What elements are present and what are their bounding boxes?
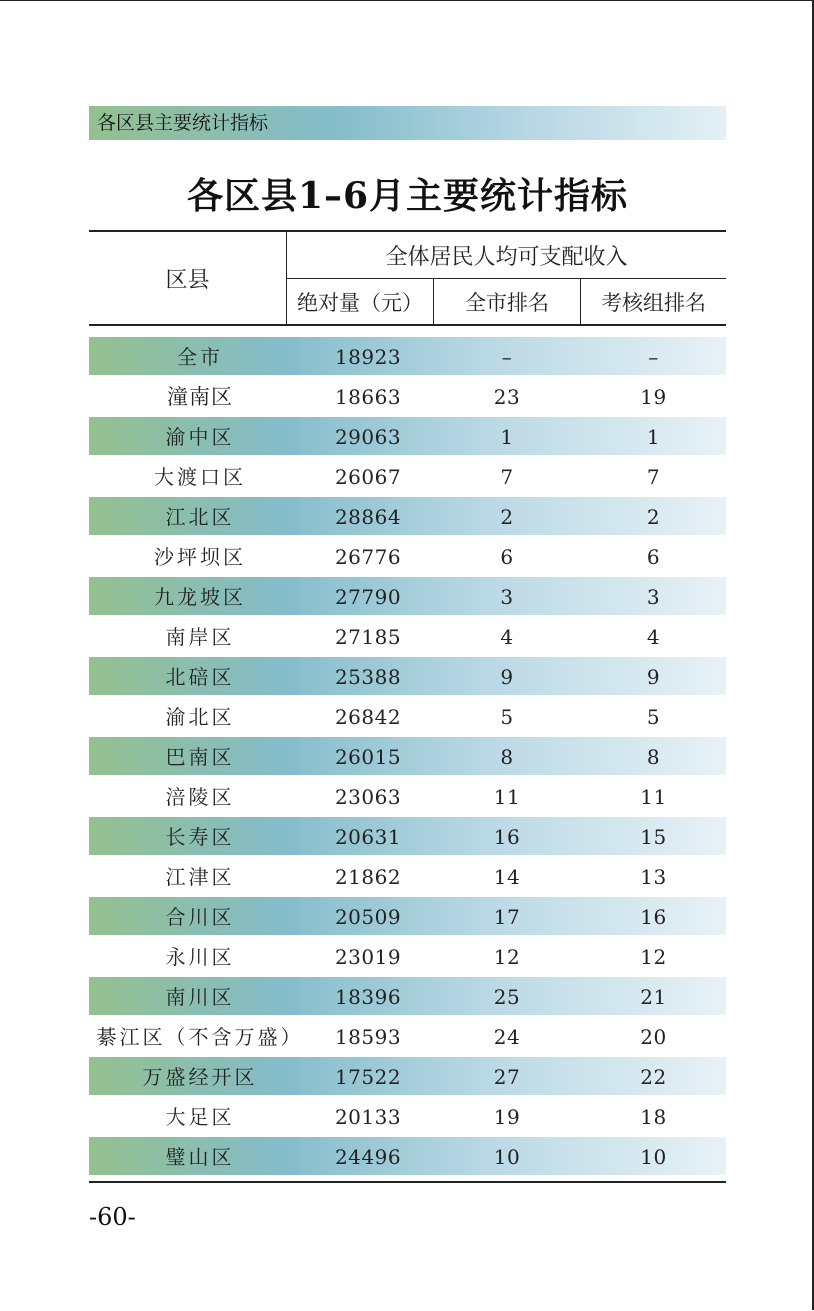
income-value: 26776 <box>334 545 402 569</box>
table-row <box>89 577 726 617</box>
table-row <box>89 737 726 777</box>
income-value: 17522 <box>334 1065 402 1089</box>
group-rank: 16 <box>640 905 667 929</box>
group-rank: 13 <box>640 865 667 889</box>
county-name: 长寿区 <box>165 825 235 849</box>
group-rank: 7 <box>646 465 661 489</box>
county-name: 全市 <box>177 345 223 369</box>
county-name: 永川区 <box>165 945 235 969</box>
city-rank: 12 <box>493 945 521 969</box>
income-value: 27185 <box>334 625 402 649</box>
group-rank: 10 <box>640 1145 667 1169</box>
table-row <box>89 1057 726 1097</box>
table-row <box>89 897 726 937</box>
table-row <box>89 377 726 417</box>
city-rank: 2 <box>500 505 514 529</box>
county-name: 渝中区 <box>165 425 235 449</box>
income-value: 18663 <box>334 385 402 409</box>
city-rank: 16 <box>493 825 521 849</box>
income-value: 18923 <box>334 345 402 369</box>
county-name: 巴南区 <box>165 745 235 769</box>
county-name: 渝北区 <box>165 705 235 729</box>
income-value: 26842 <box>334 705 402 729</box>
table-row <box>89 497 726 537</box>
county-name: 九龙坡区 <box>154 585 246 609</box>
county-name: 北碚区 <box>165 665 235 689</box>
group-rank: 6 <box>646 545 661 569</box>
income-value: 20509 <box>334 905 402 929</box>
table-row <box>89 857 726 897</box>
city-rank: 23 <box>493 385 521 409</box>
section-banner: 各区县主要统计指标 <box>89 106 726 140</box>
header-absolute-value: 绝对量（元） <box>287 279 434 324</box>
income-value: 20631 <box>334 825 402 849</box>
table-row <box>89 977 726 1017</box>
header-group-rank: 考核组排名 <box>601 290 706 315</box>
county-name: 潼南区 <box>167 385 233 409</box>
city-rank: 10 <box>493 1145 521 1169</box>
income-value: 25388 <box>334 665 402 689</box>
income-value: 29063 <box>334 425 402 449</box>
table-bottom-rule <box>89 1181 726 1183</box>
income-value: 18593 <box>334 1025 402 1049</box>
county-name: 大足区 <box>165 1105 235 1129</box>
income-value: 18396 <box>334 985 402 1009</box>
county-name: 万盛经开区 <box>142 1065 258 1089</box>
county-name: 合川区 <box>165 905 235 929</box>
city-rank: 24 <box>493 1025 521 1049</box>
county-name: 南岸区 <box>165 625 235 649</box>
city-rank: 17 <box>493 905 521 929</box>
group-rank: 15 <box>640 825 667 849</box>
table-row <box>89 1017 726 1057</box>
city-rank: 19 <box>493 1105 521 1129</box>
income-value: 26067 <box>334 465 402 489</box>
table-row <box>89 337 726 377</box>
group-rank: – <box>648 345 659 369</box>
group-rank: 12 <box>640 945 667 969</box>
group-rank: 19 <box>640 385 667 409</box>
table-row <box>89 537 726 577</box>
county-name: 綦江区（不含万盛） <box>96 1025 304 1049</box>
income-value: 27790 <box>334 585 402 609</box>
county-name: 江北区 <box>165 505 235 529</box>
county-name: 沙坪坝区 <box>154 545 246 569</box>
group-rank: 21 <box>640 985 667 1009</box>
table-row <box>89 657 726 697</box>
header-income-group: 全体居民人均可支配收入 <box>287 232 726 279</box>
income-value: 23019 <box>334 945 402 969</box>
table-row <box>89 777 726 817</box>
table-row <box>89 1137 726 1177</box>
city-rank: 4 <box>500 625 514 649</box>
group-rank: 5 <box>646 705 661 729</box>
income-value: 23063 <box>334 785 402 809</box>
table-row <box>89 817 726 857</box>
table-body <box>89 337 726 1177</box>
header-county: 区县 <box>89 232 287 324</box>
table-row <box>89 937 726 977</box>
table-row <box>89 617 726 657</box>
page-title: 各区县1–6月主要统计指标 <box>186 175 629 217</box>
city-rank: 9 <box>500 665 514 689</box>
group-rank: 8 <box>646 745 661 769</box>
table-row <box>89 457 726 497</box>
city-rank: 6 <box>500 545 514 569</box>
city-rank: – <box>501 345 513 369</box>
city-rank: 5 <box>500 705 514 729</box>
table-header <box>89 230 726 326</box>
city-rank: 3 <box>500 585 514 609</box>
city-rank: 8 <box>500 745 514 769</box>
page-number: -60- <box>89 1203 136 1231</box>
income-value: 26015 <box>334 745 402 769</box>
group-rank: 18 <box>640 1105 667 1129</box>
table-row <box>89 1097 726 1137</box>
group-rank: 4 <box>646 625 661 649</box>
group-rank: 9 <box>646 665 661 689</box>
group-rank: 11 <box>640 785 667 809</box>
income-value: 28864 <box>334 505 402 529</box>
group-rank: 20 <box>640 1025 667 1049</box>
group-rank: 2 <box>646 505 661 529</box>
county-name: 江津区 <box>165 865 235 889</box>
city-rank: 27 <box>493 1065 521 1089</box>
income-value: 24496 <box>334 1145 402 1169</box>
city-rank: 25 <box>493 985 521 1009</box>
city-rank: 14 <box>493 865 521 889</box>
county-name: 涪陵区 <box>165 785 235 809</box>
county-name: 南川区 <box>165 985 235 1009</box>
header-city-rank: 全市排名 <box>434 279 581 324</box>
table-row <box>89 417 726 457</box>
income-value: 20133 <box>334 1105 402 1129</box>
group-rank: 1 <box>646 425 661 449</box>
city-rank: 11 <box>493 785 521 809</box>
group-rank: 3 <box>646 585 661 609</box>
group-rank: 22 <box>640 1065 667 1089</box>
city-rank: 7 <box>500 465 514 489</box>
income-value: 21862 <box>334 865 402 889</box>
county-name: 大渡口区 <box>154 465 246 489</box>
city-rank: 1 <box>500 425 514 449</box>
county-name: 璧山区 <box>165 1145 235 1169</box>
table-row <box>89 697 726 737</box>
